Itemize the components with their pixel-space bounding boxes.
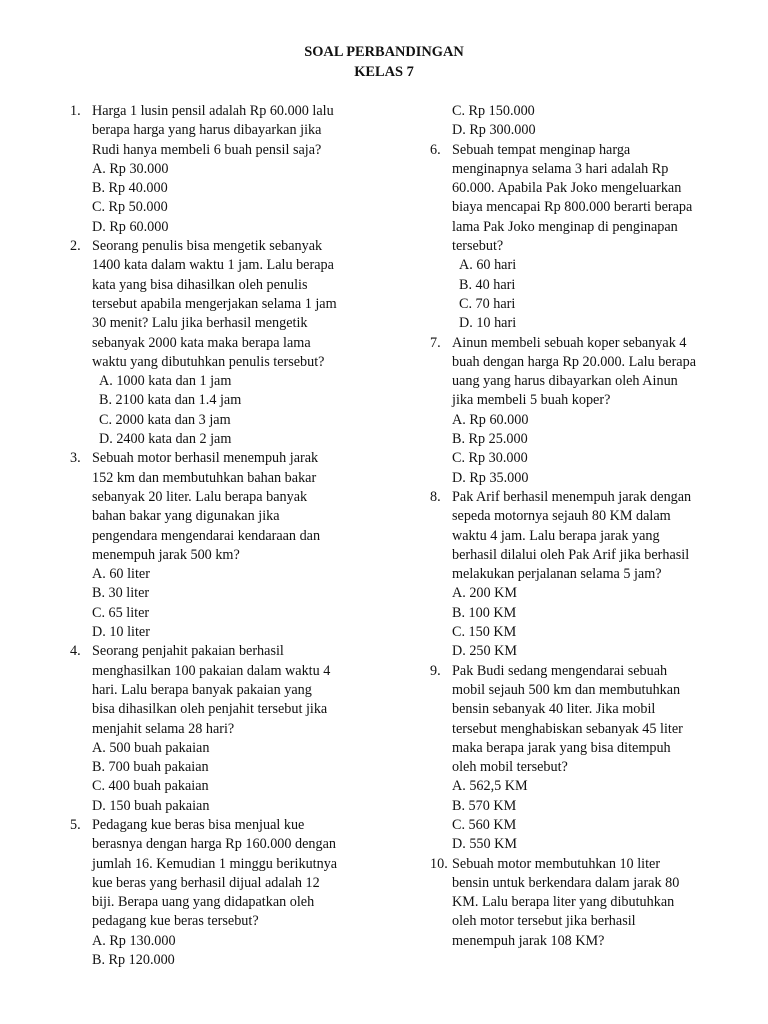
question-number: 3. — [70, 450, 81, 467]
option-c: C. 400 buah pakaian — [92, 778, 209, 795]
option-c: C. Rp 50.000 — [92, 199, 168, 216]
option-a: A. 500 buah pakaian — [92, 739, 210, 756]
question-number: 8. — [430, 488, 441, 505]
question-6: 6. Sebuah tempat menginap harga menginapnya selama 3 hari adalah Rp 60.000. Apabila Pak Joko mengeluarkan biaya mencapai Rp 800.000 berarti berapa lama Pak Joko menginap di penginapan tersebut? A. 60 hari B. 40 hari C. 70 hari D. 10 hari — [430, 141, 720, 334]
option-b: B. Rp 25.000 — [452, 431, 528, 448]
question-5: 5. Pedagang kue beras bisa menjual kue berasnya dengan harga Rp 160.000 dengan jumlah 16. Kemudian 1 minggu berikutnya kue beras yang berhasil dijual adalah 12 biji. Berapa uang yang didapatkan oleh pedagang kue beras tersebut? A. Rp 130.000 B. Rp 120.000 — [70, 816, 370, 970]
option-d: D. 250 KM — [452, 643, 518, 660]
option-a: A. 200 KM — [452, 585, 518, 602]
option-b: B. Rp 120.000 — [92, 952, 175, 969]
option-d: D. Rp 35.000 — [452, 469, 529, 486]
option-b: B. 100 KM — [452, 604, 517, 621]
question-number: 10. — [430, 855, 448, 872]
option-c: C. Rp 150.000 — [452, 103, 535, 119]
option-a: A. Rp 130.000 — [92, 932, 176, 949]
option-c: C. 65 liter — [92, 604, 150, 621]
option-c: C. 70 hari — [459, 295, 516, 312]
option-b: B. Rp 40.000 — [92, 180, 168, 197]
question-9: 9. Pak Budi sedang mengendarai sebuah mobil sejauh 500 km dan membutuhkan bensin sebanyak 40 liter. Jika mobil tersebut menghabiskan sebanyak 45 liter maka berapa jarak yang bisa ditempuh oleh mobil tersebut? A. 562,5 KM B. 570 KM C. 560 KM D. 550 KM — [430, 662, 720, 855]
option-c: C. 560 KM — [452, 816, 517, 833]
option-a: A. 1000 kata dan 1 jam — [99, 373, 232, 390]
question-7: 7. Ainun membeli sebuah koper sebanyak 4 buah dengan harga Rp 20.000. Lalu berapa uang yang harus dibayarkan oleh Ainun jika membeli 5 buah koper? A. Rp 60.000 B. Rp 25.000 C. Rp 30.000 D. Rp 35.000 — [430, 334, 720, 488]
option-c: C. 2000 kata dan 3 jam — [99, 411, 231, 428]
question-5-continued — [430, 102, 720, 141]
option-a: A. 60 hari — [459, 257, 517, 274]
option-c: C. 150 KM — [452, 624, 517, 641]
option-b: B. 30 liter — [92, 585, 150, 602]
option-a: A. Rp 30.000 — [92, 160, 169, 177]
question-number: 2. — [70, 238, 81, 255]
question-number: 5. — [70, 816, 81, 833]
question-number: 7. — [430, 334, 441, 351]
option-b: B. 2100 kata dan 1.4 jam — [99, 392, 242, 409]
option-d: D. 150 buah pakaian — [92, 797, 210, 814]
question-3: 3. Sebuah motor berhasil menempuh jarak 152 km dan membutuhkan bahan bakar sebanyak 20 liter. Lalu berapa banyak bahan bakar yang digunakan jika pengendara mengendarai kendaraan dan menempuh jarak 500 km? A. 60 liter B. 30 liter C. 65 liter D. 10 liter — [70, 449, 370, 642]
option-d: D. 550 KM — [452, 836, 518, 853]
question-2: 2. Seorang penulis bisa mengetik sebanyak 1400 kata dalam waktu 1 jam. Lalu berapa kata yang bisa dihasilkan oleh penulis tersebut apabila mengerjakan selama 1 jam 30 menit? Lalu jika berhasil mengetik sebanyak 2000 kata maka berapa lama waktu yang dibutuhkan penulis tersebut? A. 1000 kata dan 1 jam B. 2100 kata dan 1.4 jam C. 2000 kata dan 3 jam D. 2400 kata dan 2 jam — [70, 237, 370, 449]
right-column — [430, 102, 720, 951]
worksheet-title: SOAL PERBANDINGAN — [304, 44, 464, 60]
option-a: A. 60 liter — [92, 566, 150, 583]
worksheet-header — [0, 43, 768, 82]
question-1: 1. Harga 1 lusin pensil adalah Rp 60.000 lalu berapa harga yang harus dibayarkan jika Rudi hanya membeli 6 buah pensil saja? A. Rp 30.000 B. Rp 40.000 C. Rp 50.000 D. Rp 60.000 — [70, 102, 370, 237]
worksheet-class: KELAS 7 — [354, 63, 414, 80]
option-b: B. 40 hari — [459, 276, 516, 293]
question-number: 9. — [430, 662, 441, 679]
question-number: 1. — [70, 103, 81, 119]
question-10: 10. Sebuah motor membutuhkan 10 liter bensin untuk berkendara dalam jarak 80 KM. Lalu berapa liter yang dibutuhkan oleh motor tersebut jika berhasil menempuh jarak 108 KM? — [430, 855, 680, 949]
option-b: B. 570 KM — [452, 797, 517, 814]
left-column — [70, 102, 370, 970]
option-a: A. 562,5 KM — [452, 778, 528, 795]
option-b: B. 700 buah pakaian — [92, 759, 209, 776]
question-4: 4. Seorang penjahit pakaian berhasil menghasilkan 100 pakaian dalam waktu 4 hari. Lalu berapa banyak pakaian yang bisa dihasilkan oleh penjahit tersebut jika menjahit selama 28 hari? A. 500 buah pakaian B. 700 buah pakaian C. 400 buah pakaian D. 150 buah pakaian — [70, 642, 370, 816]
option-c: C. Rp 30.000 — [452, 450, 528, 467]
option-d: D. Rp 300.000 — [452, 122, 536, 139]
option-d: D. 10 liter — [92, 624, 150, 641]
question-8: 8. Pak Arif berhasil menempuh jarak dengan sepeda motornya sejauh 80 KM dalam waktu 4 jam. Lalu berapa jarak yang berhasil dilalui oleh Pak Arif jika berhasil melakukan perjalanan selama 5 jam? A. 200 KM B. 100 KM C. 150 KM D. 250 KM — [430, 488, 720, 662]
option-d: D. 2400 kata dan 2 jam — [99, 431, 232, 448]
option-d: D. Rp 60.000 — [92, 218, 169, 235]
question-number: 6. — [430, 141, 441, 158]
question-number: 4. — [70, 643, 81, 660]
option-d: D. 10 hari — [459, 315, 517, 332]
option-a: A. Rp 60.000 — [452, 411, 529, 428]
